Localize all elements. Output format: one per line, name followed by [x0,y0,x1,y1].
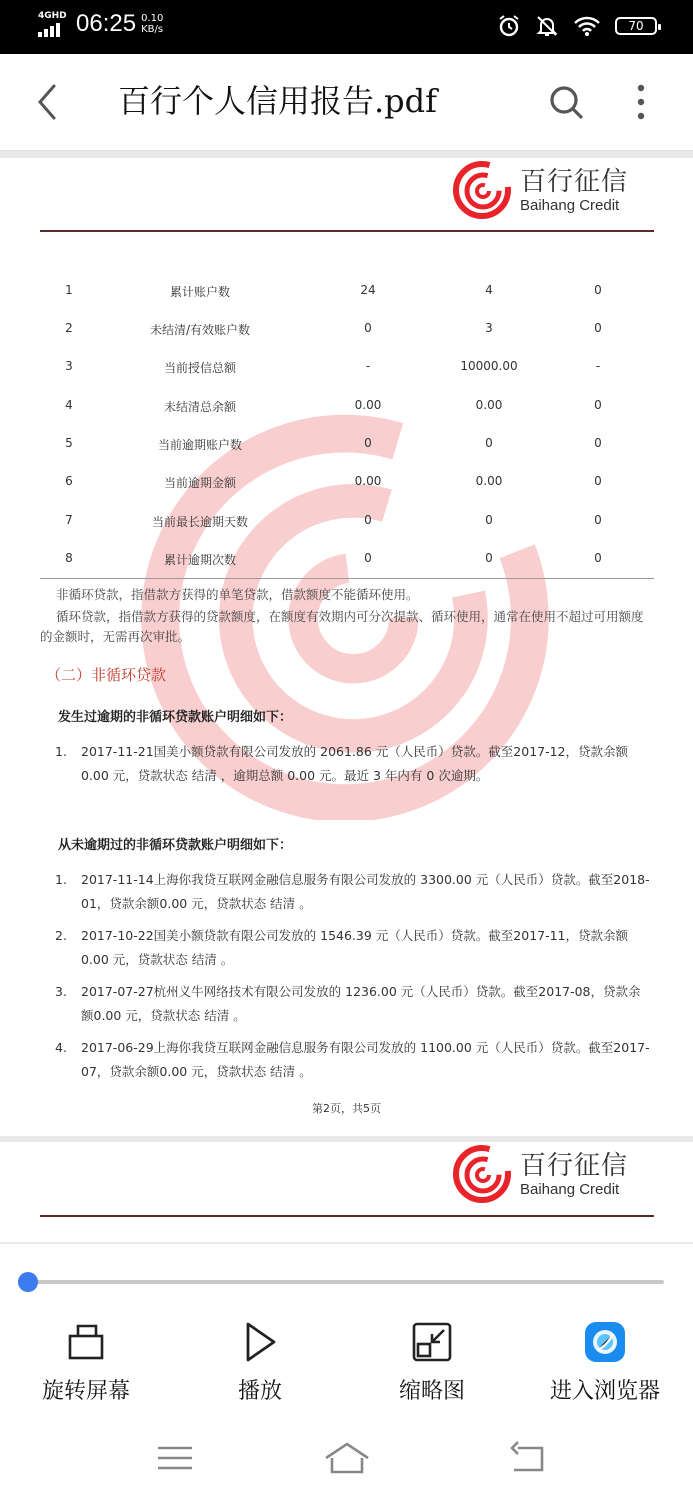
item-number: 1. [55,744,67,759]
cell-value: 0 [594,436,602,450]
thumbnail-button[interactable] [357,1320,507,1405]
search-icon[interactable] [546,82,586,122]
item-number: 2. [55,928,67,943]
thumbnail-label: 缩略图 [398,1379,465,1404]
speed-unit: KB/s [141,24,164,35]
cell-value: 3 [485,321,493,335]
baihang-logo [452,160,628,220]
home-icon[interactable] [322,1438,372,1478]
row-number: 2 [65,321,73,335]
cell-value: 10000.00 [460,359,518,373]
pdf-page[interactable] [0,158,693,1136]
note-revolving: 循环贷款，指借款方获得的贷款额度，在额度有效期内可分次提款、循环使用，通常在使用不超过可用额度的金额时，无需再次审批。 [40,609,644,644]
row-number: 1 [65,283,73,297]
row-label: 当前逾期账户数 [157,438,242,452]
header-divider [40,230,654,232]
row-label: 当前授信总额 [163,361,236,375]
mute-icon [535,14,559,38]
rotate-icon [64,1320,108,1364]
cell-value: 0 [594,398,602,412]
row-label: 未结清总余额 [163,400,236,414]
cell-value: 0.00 [354,398,382,412]
wifi-icon [573,15,601,37]
row-number: 3 [65,359,73,373]
battery-level: 70 [628,19,644,33]
clock: 06:25 [76,10,137,37]
battery-icon [615,17,657,35]
menu-icon[interactable] [150,1438,200,1478]
cell-value: 0 [485,436,493,450]
item-text: 2017-10-22国美小额贷款有限公司发放的 1546.39 元（人民币）贷款。截至2017-11，贷款余额0.00 元，贷款状态 结清 。 [81,928,629,967]
overdue-accounts-heading: 发生过逾期的非循环贷款账户明细如下： [58,710,293,725]
row-number: 4 [65,398,73,412]
baihang-logo-icon [452,1144,512,1204]
cell-value: 0 [364,436,372,450]
item-text: 2017-11-21国美小额贷款有限公司发放的 2061.86 元（人民币）贷款。截至2017-12，贷款余额0.00 元，贷款状态 结清 ，逾期总额 0.00 元。最近 3 年内有 0 次逾期。 [81,744,629,783]
table-row [0,551,693,571]
alarm-icon [497,14,521,38]
cell-value: 0 [594,283,602,297]
section-title: （二）非循环贷款 [46,666,167,684]
header-divider [40,1215,654,1217]
row-label: 累计逾期次数 [163,553,236,567]
cell-value: 0.00 [475,398,503,412]
logo-text-zh: 百行征信 [520,1150,629,1181]
item-number: 1. [55,872,67,887]
table-row [0,513,693,533]
row-label: 累计账户数 [169,285,230,299]
logo-text-en: Baihang Credit [520,196,620,214]
baihang-logo [452,1144,628,1204]
cell-value: - [595,359,601,373]
app-header [0,54,693,151]
logo-text-zh: 百行征信 [520,166,629,197]
rotate-label: 旋转屏幕 [41,1379,130,1404]
item-number: 3. [55,984,67,999]
net-speed [141,13,163,35]
cell-value: - [365,359,371,373]
browser-icon [583,1320,627,1364]
play-button[interactable] [185,1320,335,1405]
back-icon[interactable] [28,80,68,124]
item-text: 2017-06-29上海你我贷互联网金融信息服务有限公司发放的 1100.00 元（人民币）贷款。截至2017-07，贷款余额0.00 元，贷款状态 结清 。 [81,1040,650,1079]
baihang-logo-icon [452,160,512,220]
page-progress-track[interactable] [28,1280,664,1284]
cell-value: 0 [364,321,372,335]
back-nav-icon[interactable] [504,1438,554,1478]
table-row [0,283,693,303]
page-progress-thumb[interactable] [18,1272,38,1292]
cell-value: 0 [485,551,493,565]
clean-accounts-heading: 从未逾期过的非循环贷款账户明细如下： [58,838,293,853]
status-bar [0,0,693,54]
row-label: 当前逾期金额 [163,476,236,490]
table-row [0,321,693,341]
document-title: 百行个人信用报告.pdf [118,82,437,120]
network-type: 4GHD [38,11,67,21]
table-row [0,398,693,418]
pdf-page-next[interactable] [0,1142,693,1242]
cell-value: 0 [594,513,602,527]
table-bottom-border [40,578,654,579]
item-text: 2017-11-14上海你我贷互联网金融信息服务有限公司发放的 3300.00 元（人民币）贷款。截至2018-01，贷款余额0.00 元，贷款状态 结清 。 [81,872,650,911]
cell-value: 0 [594,551,602,565]
cell-value: 0 [594,321,602,335]
item-number: 4. [55,1040,67,1055]
cell-value: 0 [364,513,372,527]
table-row [0,359,693,379]
row-number: 8 [65,551,73,565]
row-number: 5 [65,436,73,450]
row-label: 当前最长逾期天数 [151,515,248,529]
row-number: 6 [65,474,73,488]
cell-value: 24 [360,283,376,297]
item-text: 2017-07-27杭州义牛网络技术有限公司发放的 1236.00 元（人民币）贷款。截至2017-08，贷款余额0.00 元，贷款状态 结清 。 [81,984,641,1023]
cell-value: 0 [364,551,372,565]
cell-value: 0.00 [354,474,382,488]
table-row [0,436,693,456]
cell-value: 0.00 [475,474,503,488]
signal-icon [38,11,70,37]
more-icon[interactable] [626,82,656,122]
play-label: 播放 [237,1379,282,1404]
cell-value: 0 [485,513,493,527]
row-label: 未结清/有效账户数 [149,323,251,337]
note-nonrevolving: 非循环贷款，指借款方获得的单笔贷款，借款额度不能循环使用。 [56,587,419,602]
page-number: 第2页，共5页 [312,1102,381,1115]
speed-value: 0.10 [141,13,164,24]
system-nav-bar [0,1420,693,1500]
row-number: 7 [65,513,73,527]
table-row [0,474,693,494]
cell-value: 4 [485,283,493,297]
logo-text-en: Baihang Credit [520,1180,620,1198]
thumbnail-icon [410,1320,454,1364]
open-browser-button[interactable] [530,1320,680,1405]
rotate-screen-button[interactable] [11,1320,161,1405]
play-icon [238,1320,282,1364]
cell-value: 0 [594,474,602,488]
browser-label: 进入浏览器 [549,1379,660,1404]
